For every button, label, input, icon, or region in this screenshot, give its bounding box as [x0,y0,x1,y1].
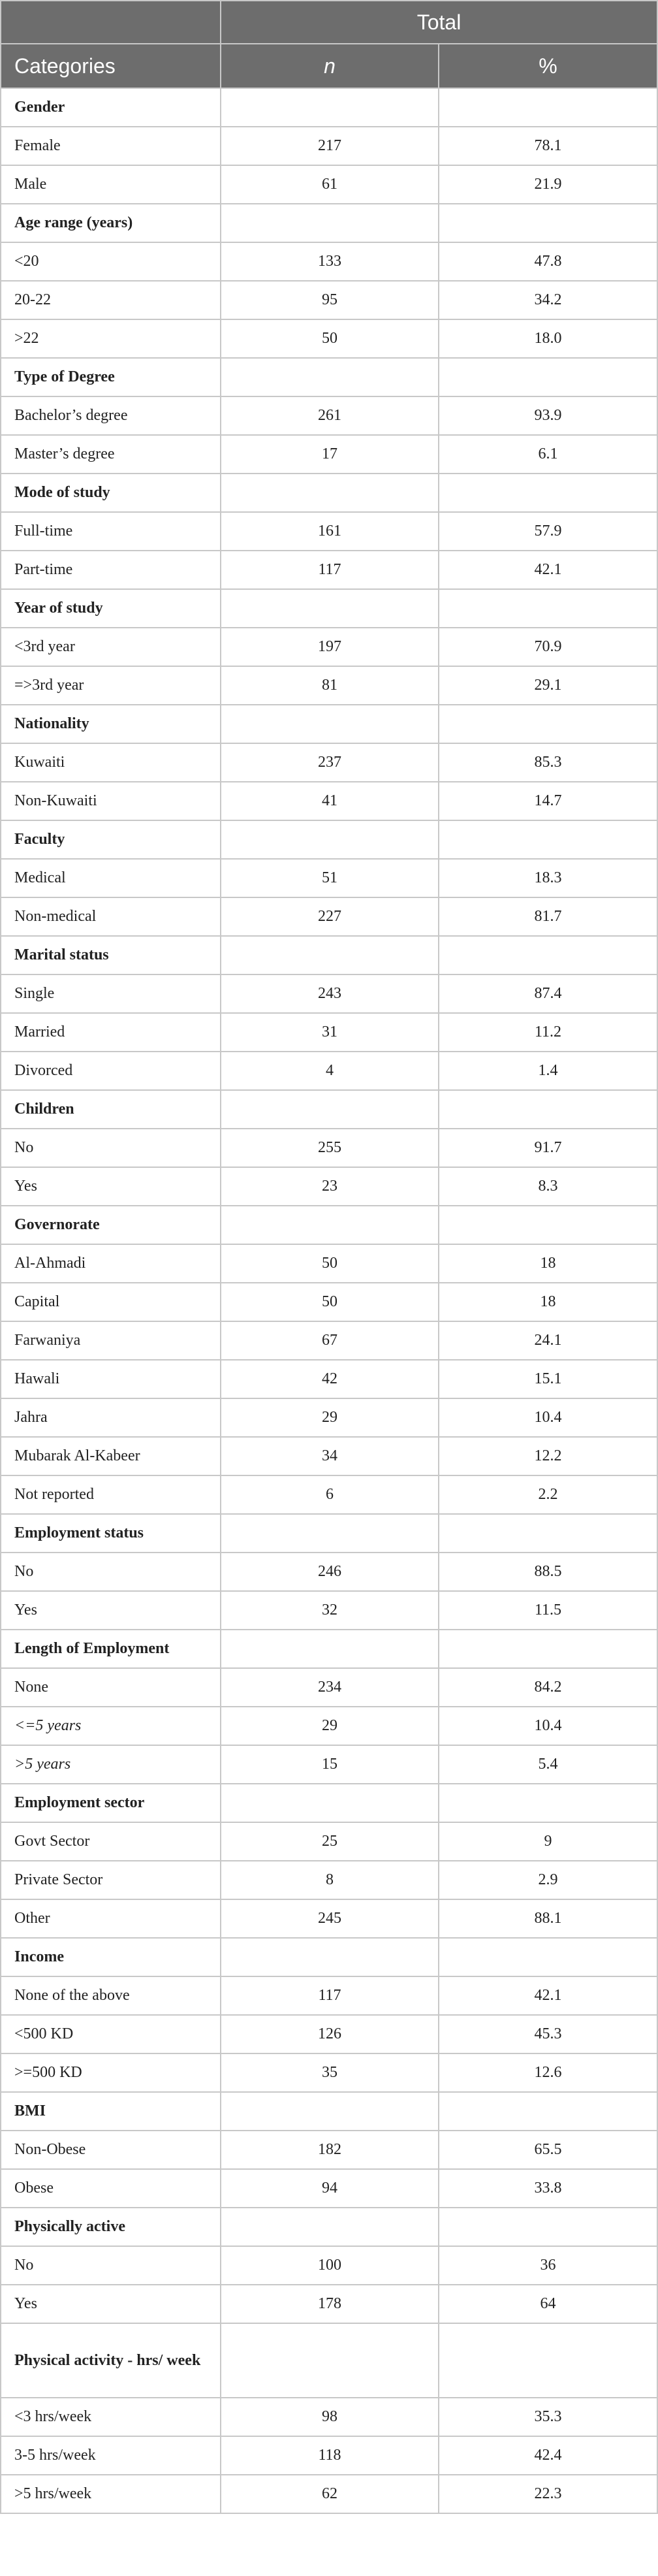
count-cell: 118 [221,2436,439,2475]
count-cell [221,936,439,974]
table-row [1,1398,657,1437]
percent-cell: 88.1 [439,1899,657,1938]
table-row [1,1899,657,1938]
count-cell: 133 [221,242,439,281]
section-label: BMI [1,2092,221,2131]
percent-cell [439,1630,657,1668]
table-row [1,628,657,666]
category-label: No [1,2246,221,2285]
table-row [1,743,657,782]
count-cell [221,2323,439,2398]
count-cell: 261 [221,396,439,435]
count-cell: 126 [221,2015,439,2053]
percent-cell: 81.7 [439,897,657,936]
percent-cell: 21.9 [439,165,657,204]
category-label: Al-Ahmadi [1,1244,221,1283]
percent-cell [439,589,657,628]
table-body [1,88,657,2513]
percent-cell: 14.7 [439,782,657,820]
count-cell: 178 [221,2285,439,2323]
section-row [1,1938,657,1976]
category-label: =>3rd year [1,666,221,705]
section-row [1,1514,657,1553]
section-row [1,589,657,628]
category-label: <3 hrs/week [1,2398,221,2436]
percent-cell [439,88,657,127]
table-row [1,551,657,589]
count-cell [221,88,439,127]
count-cell: 34 [221,1437,439,1475]
category-label: >=500 KD [1,2053,221,2092]
count-cell: 161 [221,512,439,551]
count-cell: 31 [221,1013,439,1052]
percent-cell: 2.9 [439,1861,657,1899]
category-label: None [1,1668,221,1707]
count-cell: 234 [221,1668,439,1707]
count-cell: 29 [221,1398,439,1437]
section-row [1,1206,657,1244]
count-cell [221,474,439,512]
count-cell: 117 [221,1976,439,2015]
category-label: Master’s degree [1,435,221,474]
section-label: Employment status [1,1514,221,1553]
category-label: <=5 years [1,1707,221,1745]
table-row [1,319,657,358]
count-cell: 50 [221,319,439,358]
percent-cell: 70.9 [439,628,657,666]
percent-cell: 18.3 [439,859,657,897]
category-label: Part-time [1,551,221,589]
count-cell: 67 [221,1321,439,1360]
table-row [1,1861,657,1899]
count-cell [221,1784,439,1822]
section-row [1,474,657,512]
percent-cell: 36 [439,2246,657,2285]
count-cell [221,820,439,859]
category-label: Farwaniya [1,1321,221,1360]
category-label: Obese [1,2169,221,2208]
table-row [1,1745,657,1784]
percent-cell: 35.3 [439,2398,657,2436]
category-label: Hawali [1,1360,221,1398]
section-label: Faculty [1,820,221,859]
category-label: <500 KD [1,2015,221,2053]
count-cell [221,1514,439,1553]
percent-cell: 57.9 [439,512,657,551]
table-row [1,281,657,319]
section-row [1,820,657,859]
category-label: Yes [1,1167,221,1206]
section-label: Children [1,1090,221,1129]
table-row [1,2436,657,2475]
section-row [1,2208,657,2246]
count-cell: 17 [221,435,439,474]
category-label: >5 years [1,1745,221,1784]
count-cell: 81 [221,666,439,705]
count-cell: 255 [221,1129,439,1167]
count-cell: 197 [221,628,439,666]
percent-cell: 1.4 [439,1052,657,1090]
count-cell: 6 [221,1475,439,1514]
category-label: Male [1,165,221,204]
percent-cell: 42.4 [439,2436,657,2475]
category-label: Female [1,127,221,165]
count-cell: 50 [221,1283,439,1321]
section-row [1,1090,657,1129]
category-label: Other [1,1899,221,1938]
percent-cell: 11.2 [439,1013,657,1052]
section-row [1,358,657,396]
table-row [1,1475,657,1514]
table-row [1,1321,657,1360]
table-row [1,435,657,474]
count-cell: 237 [221,743,439,782]
count-cell [221,1090,439,1129]
section-label: Gender [1,88,221,127]
table-row [1,2285,657,2323]
percent-cell: 47.8 [439,242,657,281]
percent-cell: 18 [439,1283,657,1321]
category-label: Married [1,1013,221,1052]
table-row [1,242,657,281]
percent-cell: 93.9 [439,396,657,435]
table-row [1,974,657,1013]
section-row [1,2092,657,2131]
category-label: 20-22 [1,281,221,319]
section-row [1,2323,657,2398]
count-cell [221,358,439,396]
percent-cell: 42.1 [439,551,657,589]
category-label: Non-medical [1,897,221,936]
category-label: Capital [1,1283,221,1321]
percent-cell [439,358,657,396]
count-cell: 29 [221,1707,439,1745]
percent-cell [439,1784,657,1822]
percent-cell [439,936,657,974]
category-label: Bachelor’s degree [1,396,221,435]
percent-cell: 2.2 [439,1475,657,1514]
count-cell: 245 [221,1899,439,1938]
percent-cell [439,705,657,743]
percent-cell [439,1514,657,1553]
table-row [1,165,657,204]
category-label: >22 [1,319,221,358]
table-row [1,1360,657,1398]
section-row [1,88,657,127]
count-cell: 51 [221,859,439,897]
category-label: Yes [1,1591,221,1630]
count-cell: 227 [221,897,439,936]
count-cell [221,1630,439,1668]
count-cell: 15 [221,1745,439,1784]
table-row [1,2475,657,2513]
section-label: Age range (years) [1,204,221,242]
table-row [1,396,657,435]
percent-cell [439,1090,657,1129]
count-cell: 61 [221,165,439,204]
section-row [1,1630,657,1668]
percent-cell: 9 [439,1822,657,1861]
table-row [1,2053,657,2092]
category-label: Jahra [1,1398,221,1437]
percent-cell: 12.2 [439,1437,657,1475]
section-label: Employment sector [1,1784,221,1822]
category-label: 3-5 hrs/week [1,2436,221,2475]
percent-cell: 12.6 [439,2053,657,2092]
count-cell: 25 [221,1822,439,1861]
count-cell: 100 [221,2246,439,2285]
count-cell: 246 [221,1553,439,1591]
category-label: Medical [1,859,221,897]
table-header [1,1,657,88]
percent-cell: 45.3 [439,2015,657,2053]
category-label: <3rd year [1,628,221,666]
percent-cell: 88.5 [439,1553,657,1591]
count-cell [221,1206,439,1244]
percent-cell: 5.4 [439,1745,657,1784]
table-row [1,1668,657,1707]
category-label: >5 hrs/week [1,2475,221,2513]
percent-cell: 64 [439,2285,657,2323]
category-label: Non-Obese [1,2131,221,2169]
percent-cell: 87.4 [439,974,657,1013]
percent-cell: 33.8 [439,2169,657,2208]
percent-cell [439,1938,657,1976]
section-label: Governorate [1,1206,221,1244]
table-row [1,1822,657,1861]
percent-cell: 10.4 [439,1398,657,1437]
category-label: Non-Kuwaiti [1,782,221,820]
section-label: Marital status [1,936,221,974]
percent-cell: 8.3 [439,1167,657,1206]
category-label: Full-time [1,512,221,551]
percent-cell [439,2323,657,2398]
header-blank-cell [1,1,221,44]
percent-cell: 42.1 [439,1976,657,2015]
table-row [1,1052,657,1090]
table-row [1,782,657,820]
table-row [1,1553,657,1591]
section-label: Physically active [1,2208,221,2246]
header-categories: Categories [1,44,221,88]
count-cell: 42 [221,1360,439,1398]
section-label: Physical activity - hrs/ week [1,2323,221,2398]
count-cell: 94 [221,2169,439,2208]
table-row [1,1283,657,1321]
table-row [1,1591,657,1630]
percent-cell: 91.7 [439,1129,657,1167]
percent-cell [439,1206,657,1244]
table-row [1,2169,657,2208]
table-row [1,512,657,551]
percent-cell: 11.5 [439,1591,657,1630]
count-cell: 35 [221,2053,439,2092]
count-cell [221,1938,439,1976]
section-label: Year of study [1,589,221,628]
count-cell: 32 [221,1591,439,1630]
count-cell: 243 [221,974,439,1013]
count-cell [221,589,439,628]
table-row [1,1013,657,1052]
count-cell: 23 [221,1167,439,1206]
count-cell: 182 [221,2131,439,2169]
percent-cell: 22.3 [439,2475,657,2513]
category-label: Divorced [1,1052,221,1090]
category-label: No [1,1129,221,1167]
percent-cell: 85.3 [439,743,657,782]
percent-cell: 15.1 [439,1360,657,1398]
category-label: Single [1,974,221,1013]
table-row [1,1244,657,1283]
count-cell: 62 [221,2475,439,2513]
percent-cell: 10.4 [439,1707,657,1745]
percent-cell: 6.1 [439,435,657,474]
section-row [1,1784,657,1822]
percent-cell: 34.2 [439,281,657,319]
section-label: Income [1,1938,221,1976]
section-label: Nationality [1,705,221,743]
percent-cell: 29.1 [439,666,657,705]
table-row [1,666,657,705]
percent-cell [439,204,657,242]
count-cell [221,705,439,743]
section-row [1,705,657,743]
category-label: Govt Sector [1,1822,221,1861]
percent-cell: 78.1 [439,127,657,165]
percent-cell: 65.5 [439,2131,657,2169]
count-cell: 117 [221,551,439,589]
header-total-group: Total [221,1,657,44]
category-label: Mubarak Al-Kabeer [1,1437,221,1475]
table-row [1,2398,657,2436]
section-label: Length of Employment [1,1630,221,1668]
percent-cell [439,2092,657,2131]
table-row [1,859,657,897]
section-label: Mode of study [1,474,221,512]
percent-cell [439,2208,657,2246]
category-label: Yes [1,2285,221,2323]
table-row [1,127,657,165]
percent-cell [439,820,657,859]
percent-cell: 18.0 [439,319,657,358]
header-n: n [221,44,439,88]
category-label: Kuwaiti [1,743,221,782]
table-row [1,1167,657,1206]
count-cell: 217 [221,127,439,165]
section-label: Type of Degree [1,358,221,396]
percent-cell: 18 [439,1244,657,1283]
count-cell: 98 [221,2398,439,2436]
table-row [1,1129,657,1167]
header-percent: % [439,44,657,88]
category-label: Not reported [1,1475,221,1514]
count-cell: 4 [221,1052,439,1090]
count-cell: 95 [221,281,439,319]
table-row [1,2131,657,2169]
count-cell [221,2092,439,2131]
count-cell: 50 [221,1244,439,1283]
count-cell: 8 [221,1861,439,1899]
table-row [1,2015,657,2053]
percent-cell [439,474,657,512]
category-label: None of the above [1,1976,221,2015]
table-row [1,2246,657,2285]
count-cell [221,2208,439,2246]
percent-cell: 24.1 [439,1321,657,1360]
category-label: <20 [1,242,221,281]
table-row [1,897,657,936]
section-row [1,204,657,242]
table-row [1,1707,657,1745]
table-row [1,1976,657,2015]
category-label: No [1,1553,221,1591]
percent-cell: 84.2 [439,1668,657,1707]
count-cell [221,204,439,242]
category-label: Private Sector [1,1861,221,1899]
table-row [1,1437,657,1475]
section-row [1,936,657,974]
count-cell: 41 [221,782,439,820]
